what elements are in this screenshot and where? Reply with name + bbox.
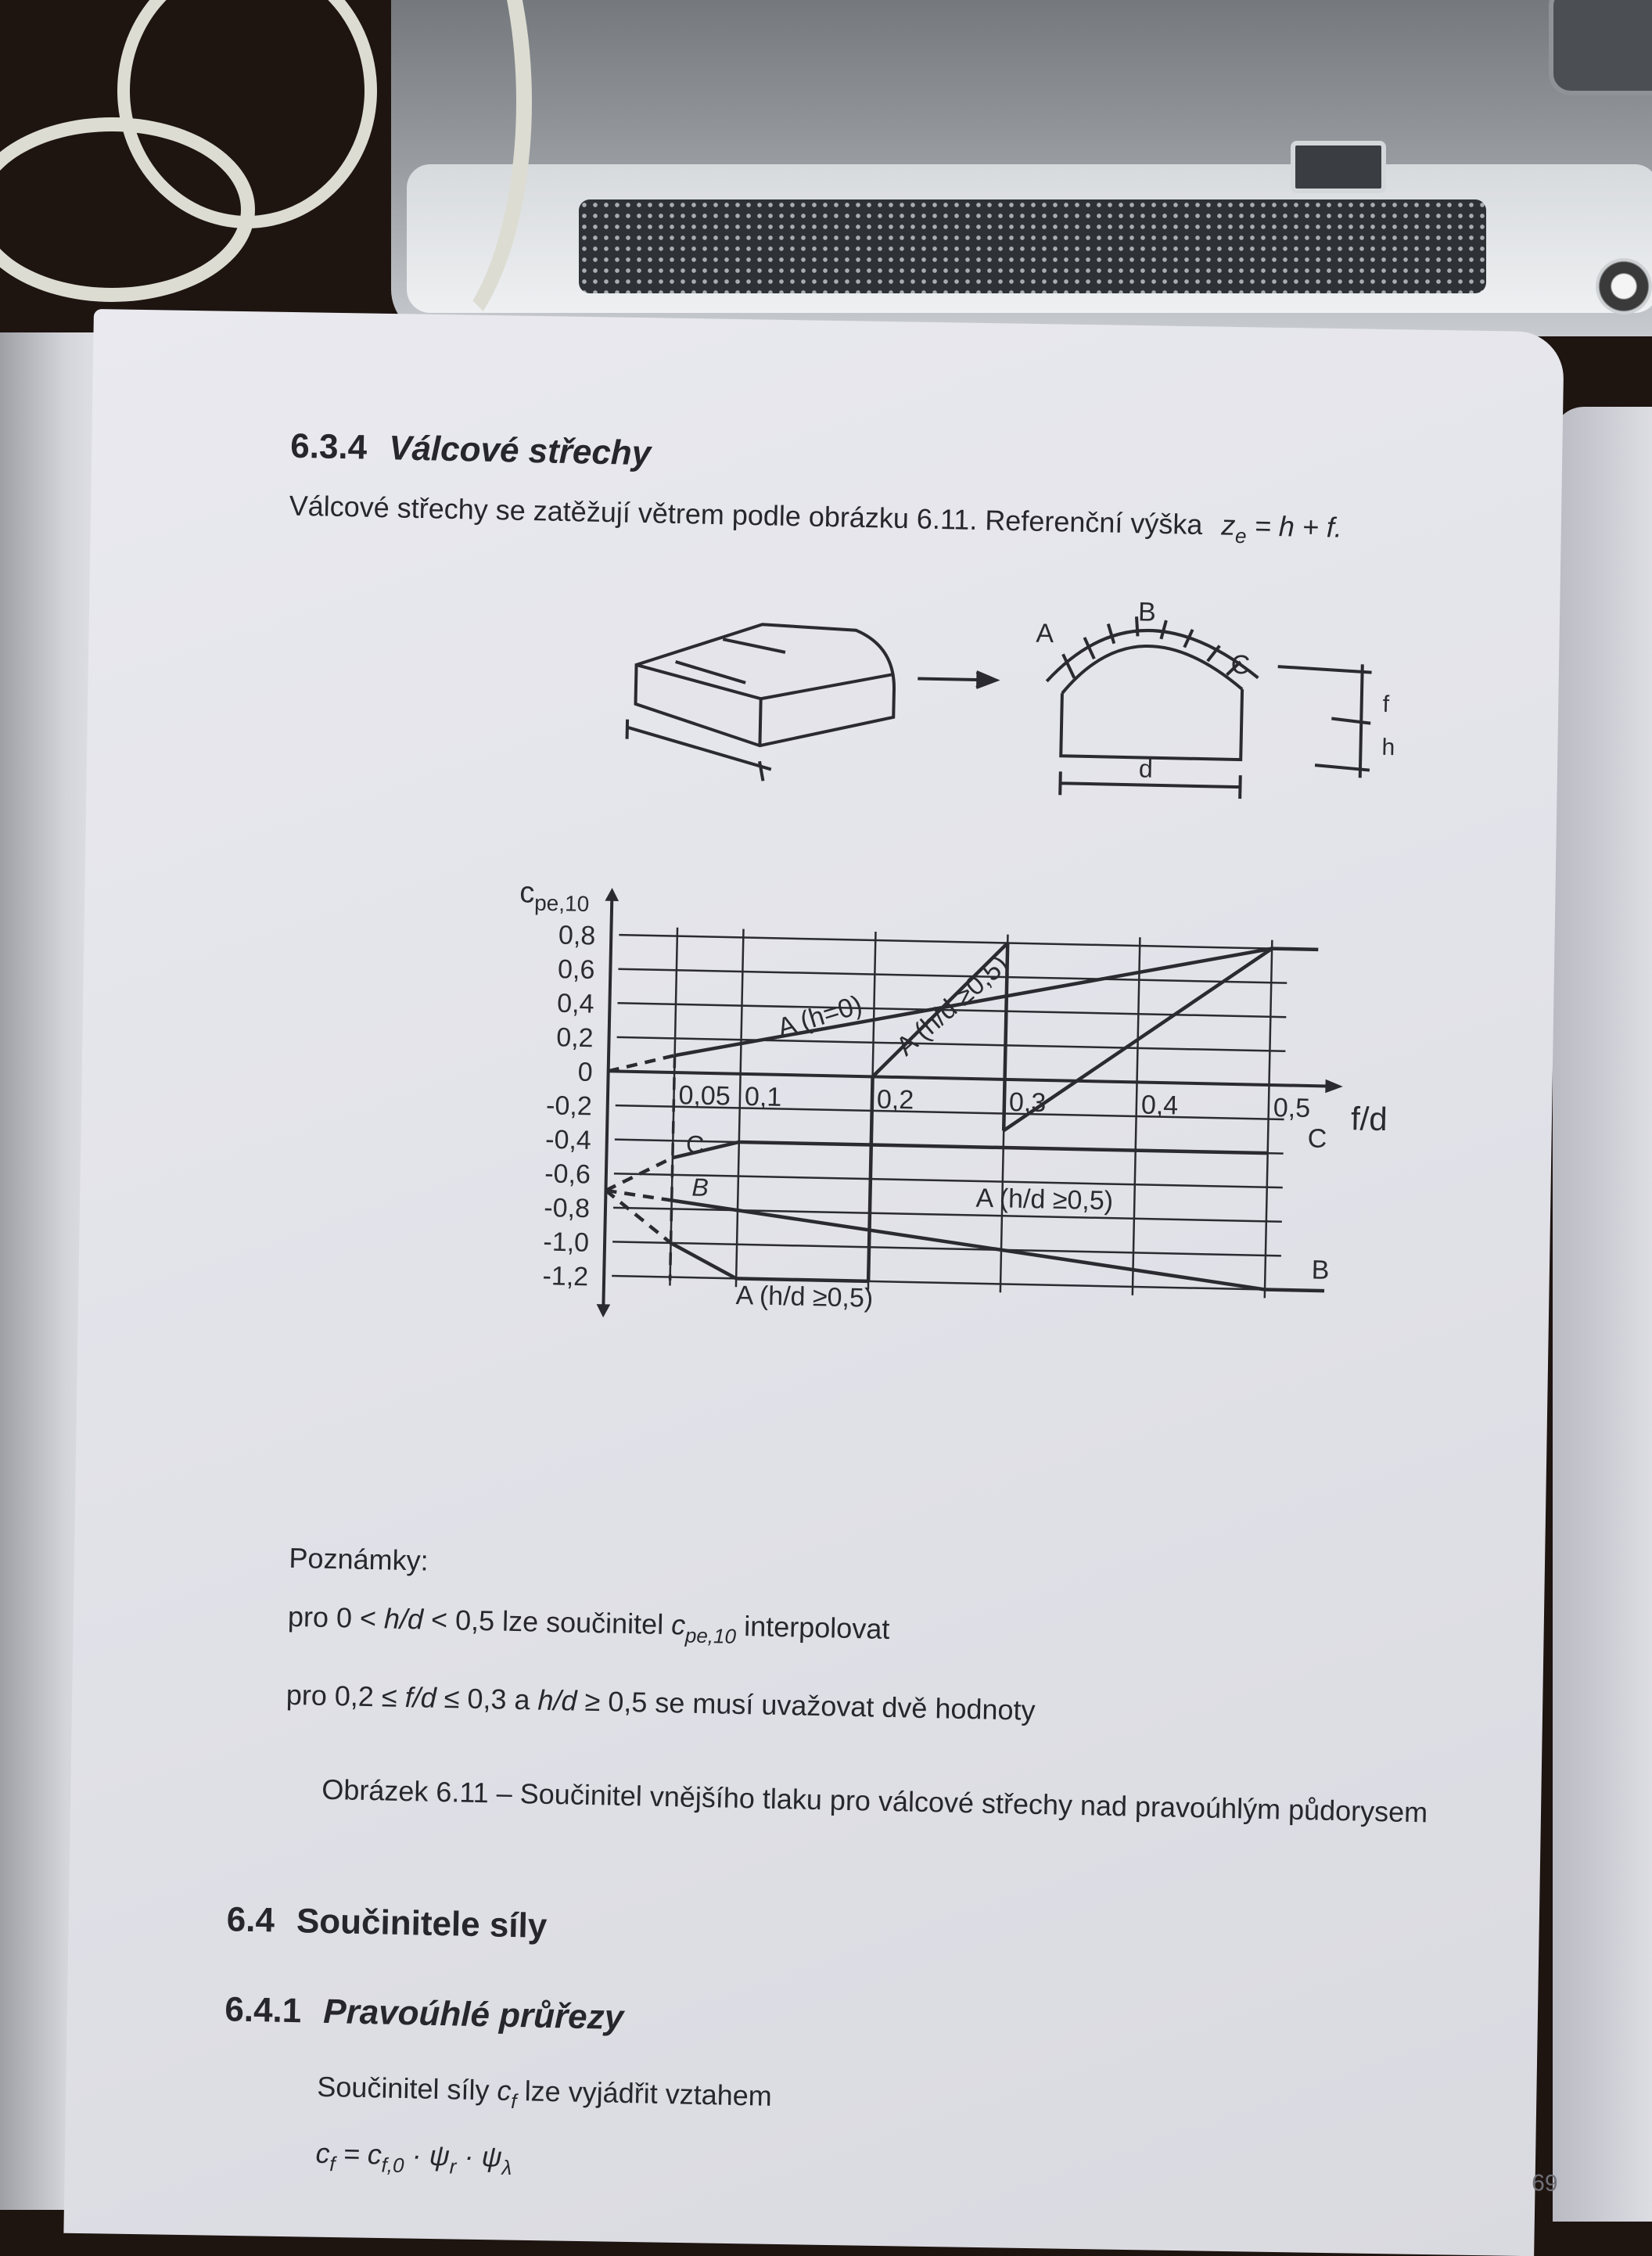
dimension-label-d: d [1138,754,1154,783]
section-number: 6.4 [226,1900,275,1940]
curve-label-b-left: B [691,1173,709,1202]
gridline-horizontal [619,935,1287,949]
gridline-horizontal [613,1208,1282,1222]
page-number: 69 [1531,2170,1558,2197]
series-line-3 [605,1191,672,1201]
series-line-1 [670,1243,737,1278]
section-title: Válcové střechy [388,429,652,473]
formula-var: z [1220,508,1236,541]
note1-mid: < 0,5 lze součinitel [422,1603,672,1641]
curve-label-a-hd-mid: A (h/d ≥0,5) [975,1183,1114,1216]
f-lhs-sub: f [329,2152,336,2176]
f-psi-r: r [449,2154,457,2179]
y-tick-label: -0,8 [544,1192,591,1224]
gridline-horizontal [618,969,1287,983]
curve-label-b-right: B [1311,1255,1330,1285]
note2-var1: f/d [404,1681,437,1714]
x-tick-label: 0,3 [1008,1087,1047,1118]
building-sketch [627,622,997,786]
y-tick-label: -0,4 [544,1124,592,1156]
dimension-label-f: f [1382,691,1390,718]
curve-label-a-h0: A (h=0) [774,990,866,1044]
formula-rest: = h + f. [1246,509,1343,544]
note2-var2: h/d [537,1683,578,1717]
series-tail-a [1272,949,1318,950]
y-tick-label: 0,8 [558,920,596,951]
y-tick-label: 0,6 [557,954,595,986]
x-tick-label: 0,2 [876,1084,914,1115]
note2-mid: ≤ 0,3 a [436,1681,538,1716]
y-axis-sub: pe,10 [533,890,590,917]
note2-post: ≥ 0,5 se musí uvažovat dvě hodnoty [576,1684,1036,1726]
intro-text: Válcové střechy se zatěžují větrem podle obrázku 6.11. Referenční výška [289,489,1203,541]
y-tick-label: -1,0 [543,1227,590,1258]
section-heading-6-4 [226,1900,547,1946]
section-heading-6-4-1 [224,1990,624,2038]
cf-sub: f [510,2089,517,2114]
zone-label-c: C [1230,649,1251,681]
y-tick-label: 0,2 [555,1022,594,1054]
cf-post: lze vyjádřit vztahem [516,2075,773,2112]
cross-section-sketch [1044,615,1373,802]
note1-c: c [670,1608,686,1641]
note1-var: h/d [383,1602,424,1636]
y-axis-label: $c_{pe,10}$ [519,876,590,917]
curve-label-a-hd-bottom: A (h/d ≥0,5) [735,1281,874,1313]
curve-label-a-hd-upper: A (h/d ≥0,5) [890,949,1015,1062]
force-coefficient-formula [315,2137,512,2180]
figure-caption: Obrázek 6.11 – Součinitel vnějšího tlaku pro válcové střechy nad pravoúhlým půdorysem [321,1773,1428,1829]
f-dot2: · ψ [456,2139,503,2173]
f-lhs: c [315,2136,331,2170]
f-dot1: · ψ [404,2139,451,2172]
gridline-horizontal [614,1173,1283,1187]
formula-sub: e [1234,523,1247,548]
zone-label-b: B [1137,597,1157,627]
x-axis-arrow [1326,1080,1342,1092]
series-line-2 [673,1141,739,1159]
series-tail-b [1265,1290,1324,1291]
section-title: Součinitele síly [296,1902,548,1945]
cf-c: c [497,2074,512,2107]
series-line-0 [609,1054,675,1072]
section-number: 6.3.4 [289,426,368,467]
dimension-label-h: h [1381,734,1395,761]
note1-sub: pe,10 [684,1623,737,1648]
gridline-horizontal [612,1241,1281,1256]
curve-label-c-right: C [1307,1123,1327,1155]
y-tick-label: 0,4 [556,988,594,1019]
x-tick-label: 0,1 [744,1081,782,1112]
f-c0-sub: f,0 [381,2153,404,2178]
section-number: 6.4.1 [224,1990,302,2031]
y-tick-label: 0 [577,1057,594,1087]
cf-pre: Součinitel síly [316,2070,497,2107]
x-tick-label: 0,4 [1140,1090,1179,1121]
curve-label-c-left: C [685,1130,705,1159]
y-tick-label: -0,2 [545,1090,593,1122]
y-axis [603,892,612,1313]
y-tick-label: -0,6 [544,1159,591,1190]
notes-heading: Poznámky: [289,1541,429,1577]
note1-pre: pro 0 < [287,1600,385,1635]
y-axis-arrow-bottom [597,1305,609,1317]
f-psi-l: λ [501,2155,512,2179]
y-axis-arrow [605,889,618,901]
note1-post: interpolovat [735,1609,890,1645]
y-tick-label: -1,2 [542,1261,589,1292]
zone-label-a: A [1036,618,1054,649]
x-tick-label: 0,05 [678,1080,731,1112]
f-eq: = c [335,2137,382,2171]
note2-pre: pro 0,2 ≤ [286,1678,406,1713]
x-axis-label: f/d [1350,1100,1388,1138]
x-tick-label: 0,5 [1273,1093,1311,1124]
series-line-1 [868,1076,872,1281]
section-title: Pravoúhlé průřezy [322,1992,624,2037]
